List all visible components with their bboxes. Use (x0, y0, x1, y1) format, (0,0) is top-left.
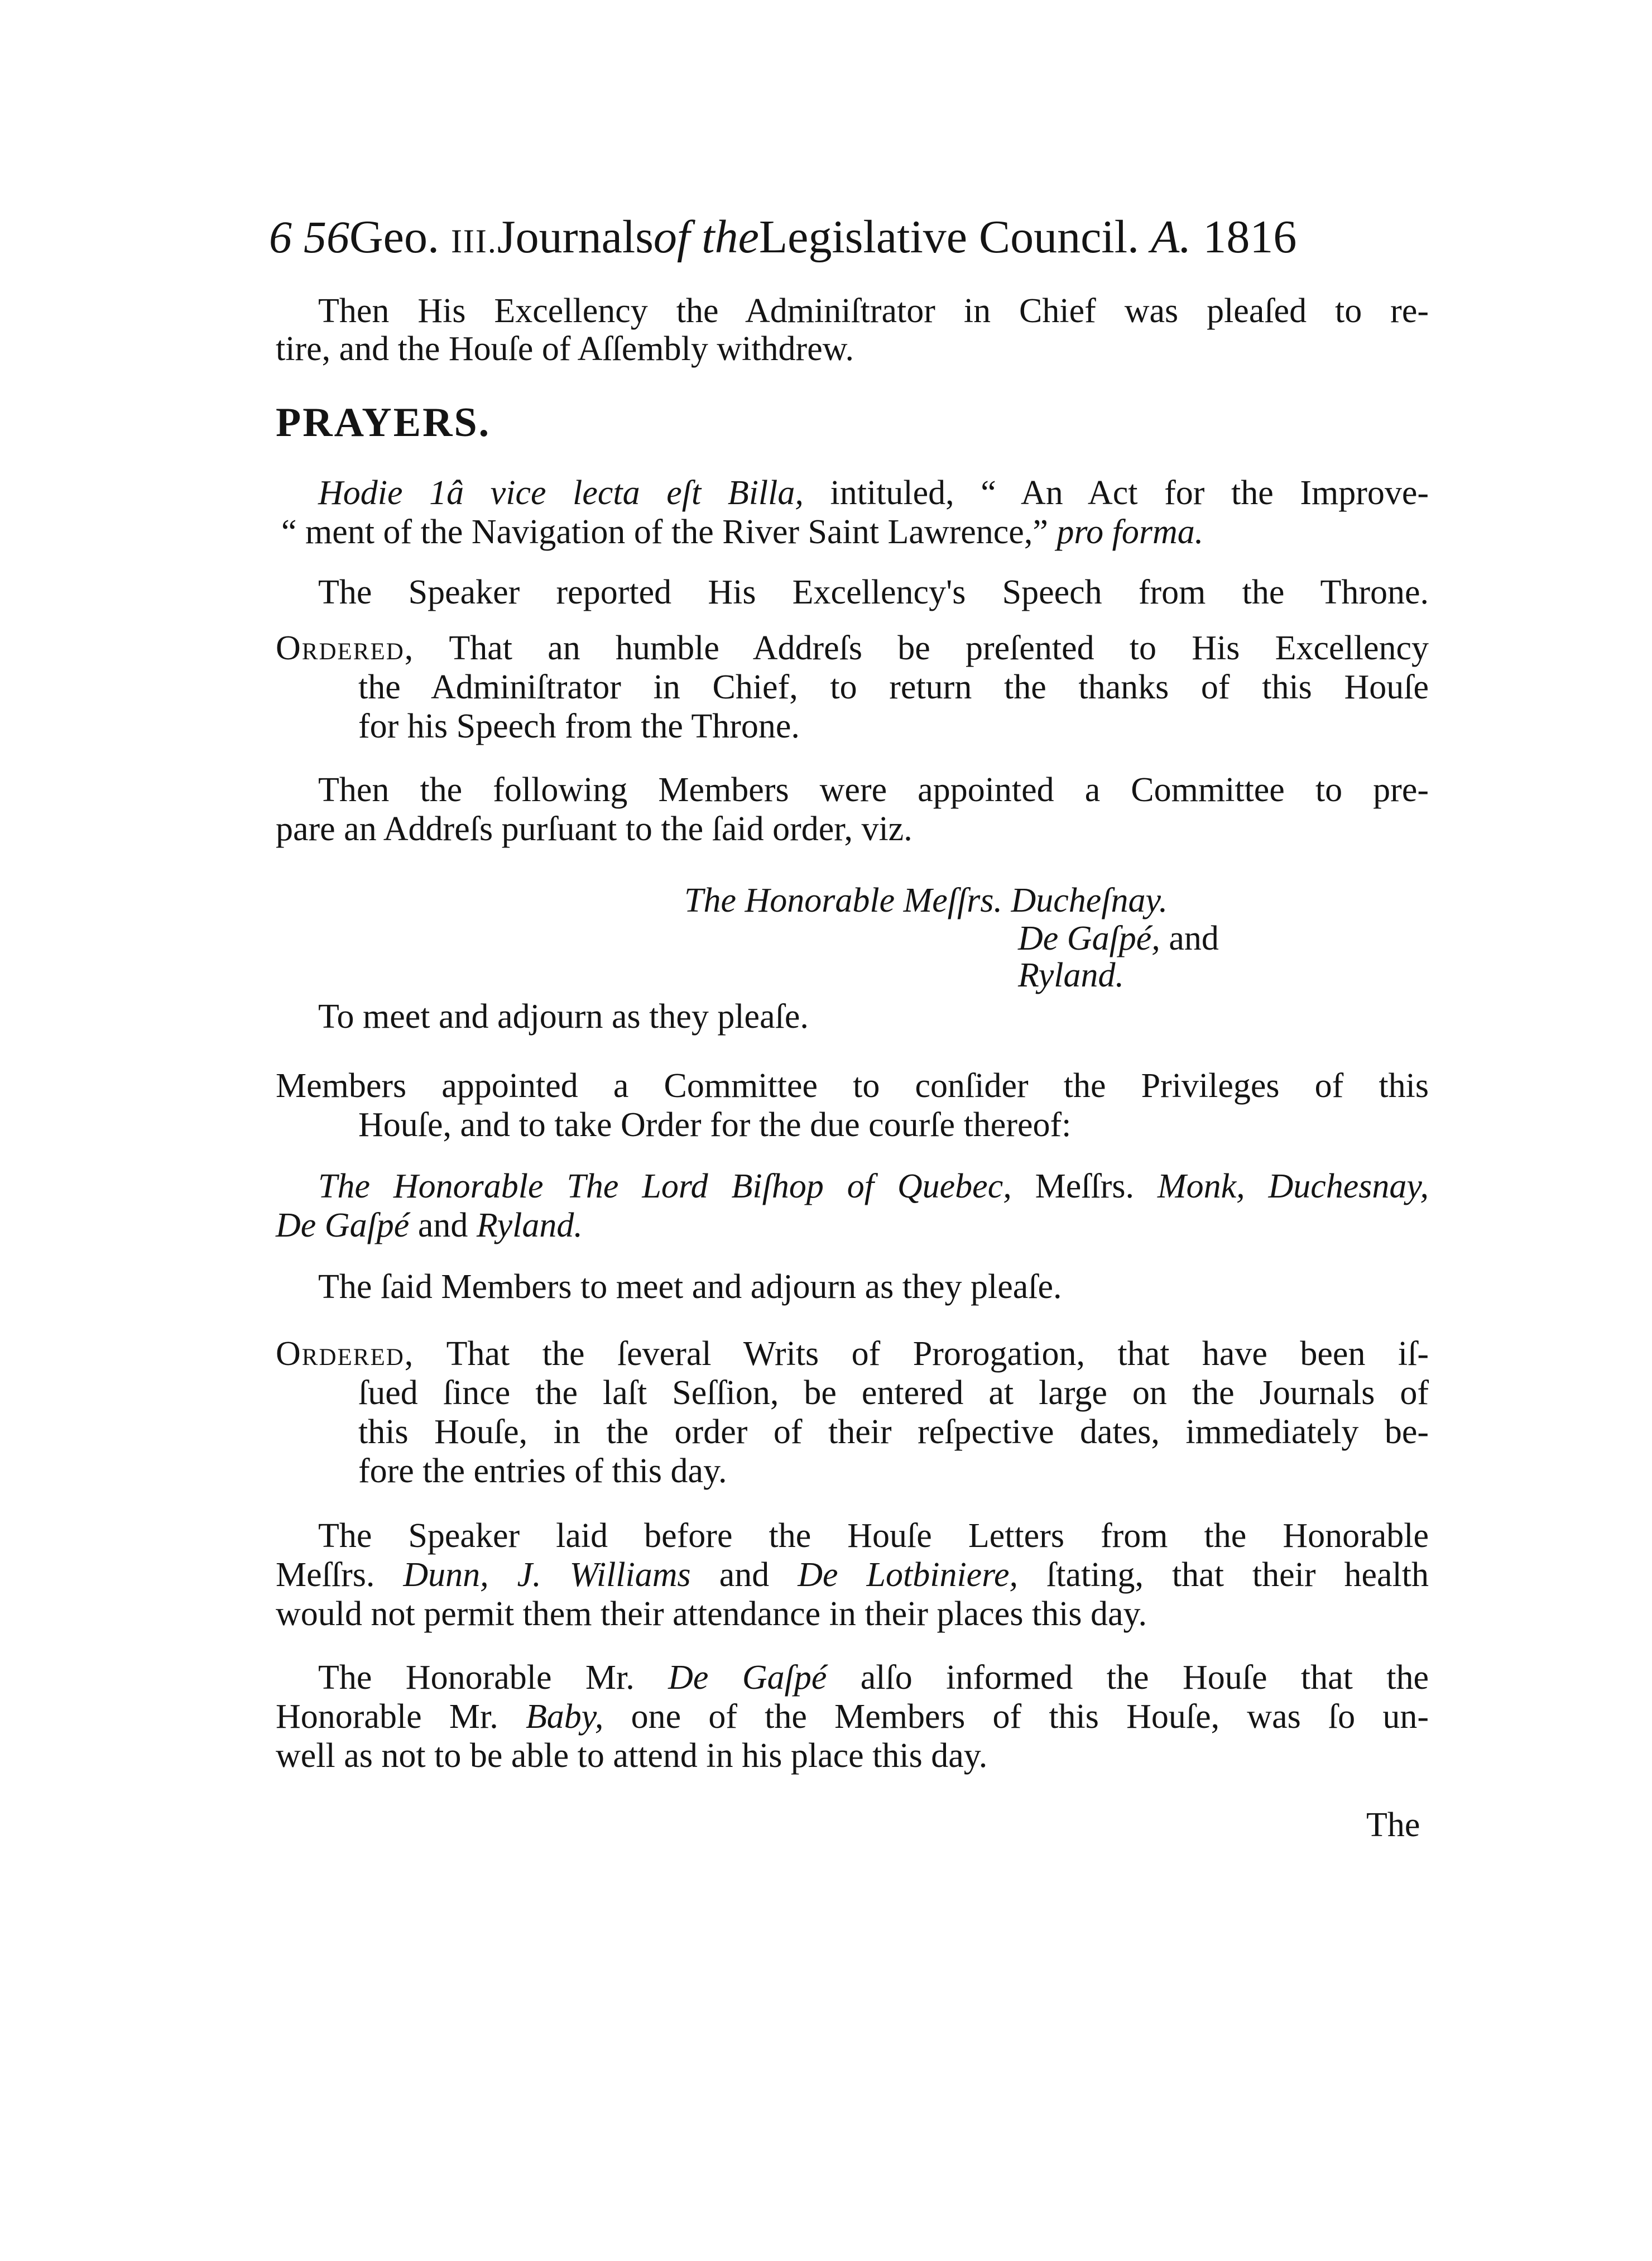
para3-line: The Speaker reported His Excellency's Speech from the Throne. (318, 573, 1429, 611)
para2-line1 (318, 473, 1429, 512)
para10-line4: fore the entries of this day. (358, 1452, 727, 1490)
regnal-geo: Geo. (349, 211, 439, 263)
para11-line1: The Speaker laid before the Houſe Letters from the Honorable (318, 1517, 1429, 1555)
lord-bishop: The Honorable The Lord Biſhop of Quebec, (318, 1167, 1012, 1205)
para12-degaspe: De Gaſpé (668, 1659, 827, 1697)
page-number: 6 (269, 212, 292, 262)
para8-messrs: Meſſrs. (1035, 1167, 1135, 1205)
para12-line1 (318, 1658, 1429, 1697)
regnal-small: III. (450, 223, 497, 260)
journals-word: Journals (497, 211, 654, 263)
legislative-council-word: Legislative Council. (758, 211, 1140, 263)
para11-line3: would not permit them their attendance in their places this day. (276, 1595, 1147, 1633)
para8-line2 (276, 1206, 583, 1245)
para11-line2 (276, 1555, 1429, 1594)
para2-line2 (281, 512, 1203, 552)
committee-line3: Ryland. (1018, 956, 1124, 994)
para12-line2-b: one of the Members of this Houſe, was ſo un- (631, 1698, 1429, 1736)
regnal-year-number: 56 (304, 212, 349, 262)
para12-line2 (276, 1697, 1429, 1736)
para10-line1-rest: That the ſeveral Writs of Prorogation, that have been iſ- (446, 1335, 1429, 1373)
committee-degaspe: De Gaſpé, (1018, 919, 1160, 957)
section-heading: PRAYERS. (276, 400, 491, 446)
header-letter: A. (1151, 211, 1192, 263)
para4-line3: for his Speech from the Throne. (358, 707, 800, 745)
para12-baby: Baby, (525, 1698, 604, 1736)
committee-line2 (1018, 919, 1219, 958)
para11-lotbiniere: De Lotbiniere, (798, 1556, 1019, 1594)
para12-line3: well as not to be able to attend in his place this day. (276, 1737, 988, 1775)
committee-and: and (1169, 919, 1219, 957)
para10-line2: ſued ſince the laſt Seſſion, be entered at large on the Journals of (358, 1374, 1429, 1412)
para4-line2: the Adminiſtrator in Chief, to return the thanks of this Houſe (358, 668, 1429, 706)
para5-line1: Then the following Members were appointed a Committee to pre- (318, 771, 1429, 809)
ordered-label: Ordered, (276, 629, 415, 667)
para4-line1-rest: That an humble Addreſs be preſented to His Excellency (449, 629, 1429, 667)
of-the-word: of the (653, 211, 759, 263)
para11-line2-rest: ſtating, that their health (1046, 1556, 1429, 1594)
para2-line1-rest: intituled, “ An Act for the Improve- (830, 474, 1429, 512)
para11-dunn-williams: Dunn, J. Williams (403, 1556, 691, 1594)
committee-line1: The Honorable Meſſrs. Ducheſnay. (684, 882, 1168, 919)
para7-line1: Members appointed a Committee to conſider the Privileges of this (276, 1067, 1429, 1105)
para12-line2-a: Honorable Mr. (276, 1698, 498, 1736)
para11-and: and (719, 1556, 770, 1594)
para8-line1 (318, 1167, 1429, 1206)
para11-messrs: Meſſrs. (276, 1556, 375, 1594)
catchword: The (1366, 1806, 1420, 1844)
para1-line2: tire, and the Houſe of Aſſembly withdrew. (276, 330, 854, 368)
para8-and: and (417, 1206, 468, 1244)
para2-line2-main: “ ment of the Navigation of the River Saint Lawrence,” (281, 513, 1048, 551)
pro-forma: pro forma. (1056, 513, 1204, 551)
para8-monk: Monk, Duchesnay, (1157, 1167, 1429, 1205)
latin-phrase: Hodie 1â vice lecta eſt Billa, (318, 474, 804, 512)
para12-line1-b: alſo informed the Houſe that the (860, 1659, 1429, 1697)
para8-ryland: Ryland. (476, 1206, 583, 1244)
header-year: 1816 (1203, 211, 1297, 263)
para1-line1: Then His Excellency the Adminiſtrator in Chief was pleaſed to re- (318, 292, 1429, 330)
para5-line2: pare an Addreſs purſuant to the ſaid order, viz. (276, 810, 913, 848)
running-header (269, 209, 1296, 269)
para9-line: The ſaid Members to meet and adjourn as they pleaſe. (318, 1268, 1062, 1306)
para4-line1 (276, 629, 1429, 668)
ordered-label-2: Ordered, (276, 1335, 415, 1373)
para6-line: To meet and adjourn as they pleaſe. (318, 998, 809, 1036)
para8-degaspe: De Gaſpé (276, 1206, 410, 1244)
para10-line3: this Houſe, in the order of their reſpective dates, immediately be- (358, 1413, 1429, 1451)
para10-line1 (276, 1334, 1429, 1373)
para12-line1-a: The Honorable Mr. (318, 1659, 635, 1697)
para7-line2: Houſe, and to take Order for the due courſe thereof: (358, 1106, 1072, 1144)
